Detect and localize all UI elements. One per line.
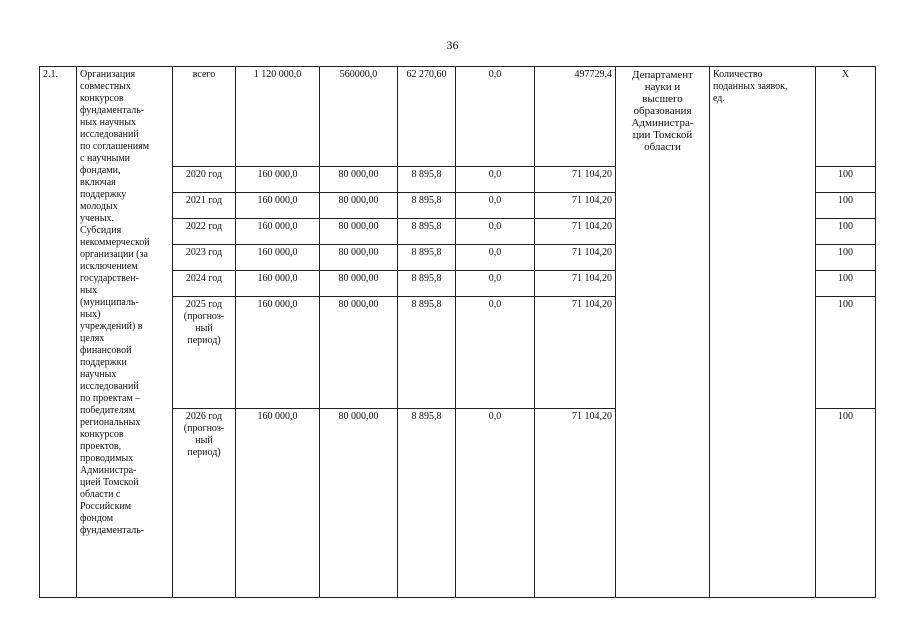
period-cell: 2024 год xyxy=(173,271,236,297)
indicator-value: 100 xyxy=(816,271,876,297)
table-row xyxy=(40,67,876,167)
row-number: 2.1. xyxy=(40,67,77,598)
total-cell: 160 000,0 xyxy=(236,193,320,219)
period-cell: всего xyxy=(173,67,236,167)
local-cell: 0,0 xyxy=(456,409,535,598)
indicator-value: 100 xyxy=(816,409,876,598)
indicator-value: Х xyxy=(816,67,876,167)
total-cell: 160 000,0 xyxy=(236,219,320,245)
federal-cell: 80 000,00 xyxy=(320,271,398,297)
other-cell: 71 104,20 xyxy=(535,271,616,297)
responsible-department: Департамент науки и высшего образования Администра- ции Томской области xyxy=(616,67,710,598)
measure-description: Организация совместных конкурсов фундаменталь- ных научных исследований по соглашениям с научными фондами, включая поддержку молодых ученых. Субсидия некоммерческой организации (за исключением государствен- ных (муниципаль- ных) учреждений) в целях финансовой поддержки научных исследований по проектам – победителям региональных конкурсов проектов, проводимых Администра- цией Томской области с Российским фондом фундаменталь- xyxy=(77,67,173,598)
total-cell: 160 000,0 xyxy=(236,245,320,271)
federal-cell: 80 000,00 xyxy=(320,297,398,409)
federal-cell: 560000,0 xyxy=(320,67,398,167)
period-cell: 2021 год xyxy=(173,193,236,219)
local-cell: 0,0 xyxy=(456,271,535,297)
regional-cell: 8 895,8 xyxy=(398,297,456,409)
federal-cell: 80 000,00 xyxy=(320,219,398,245)
federal-cell: 80 000,00 xyxy=(320,409,398,598)
federal-cell: 80 000,00 xyxy=(320,193,398,219)
period-cell: 2025 год (прогноз- ный период) xyxy=(173,297,236,409)
local-cell: 0,0 xyxy=(456,167,535,193)
regional-cell: 62 270,60 xyxy=(398,67,456,167)
regional-cell: 8 895,8 xyxy=(398,167,456,193)
indicator-value: 100 xyxy=(816,193,876,219)
federal-cell: 80 000,00 xyxy=(320,167,398,193)
other-cell: 71 104,20 xyxy=(535,409,616,598)
indicator-value: 100 xyxy=(816,297,876,409)
other-cell: 497729,4 xyxy=(535,67,616,167)
regional-cell: 8 895,8 xyxy=(398,409,456,598)
indicator-name: Количество поданных заявок, ед. xyxy=(710,67,816,598)
regional-cell: 8 895,8 xyxy=(398,245,456,271)
local-cell: 0,0 xyxy=(456,219,535,245)
period-cell: 2020 год xyxy=(173,167,236,193)
other-cell: 71 104,20 xyxy=(535,245,616,271)
local-cell: 0,0 xyxy=(456,297,535,409)
regional-cell: 8 895,8 xyxy=(398,219,456,245)
period-cell: 2022 год xyxy=(173,219,236,245)
federal-cell: 80 000,00 xyxy=(320,245,398,271)
local-cell: 0,0 xyxy=(456,67,535,167)
indicator-value: 100 xyxy=(816,167,876,193)
total-cell: 160 000,0 xyxy=(236,409,320,598)
total-cell: 1 120 000,0 xyxy=(236,67,320,167)
other-cell: 71 104,20 xyxy=(535,219,616,245)
page-number: 36 xyxy=(446,38,459,52)
regional-cell: 8 895,8 xyxy=(398,193,456,219)
local-cell: 0,0 xyxy=(456,245,535,271)
total-cell: 160 000,0 xyxy=(236,167,320,193)
total-cell: 160 000,0 xyxy=(236,297,320,409)
period-cell: 2023 год xyxy=(173,245,236,271)
other-cell: 71 104,20 xyxy=(535,193,616,219)
other-cell: 71 104,20 xyxy=(535,297,616,409)
regional-cell: 8 895,8 xyxy=(398,271,456,297)
local-cell: 0,0 xyxy=(456,193,535,219)
total-cell: 160 000,0 xyxy=(236,271,320,297)
period-cell: 2026 год (прогноз- ный период) xyxy=(173,409,236,598)
program-table xyxy=(39,66,876,598)
indicator-value: 100 xyxy=(816,219,876,245)
indicator-value: 100 xyxy=(816,245,876,271)
other-cell: 71 104,20 xyxy=(535,167,616,193)
